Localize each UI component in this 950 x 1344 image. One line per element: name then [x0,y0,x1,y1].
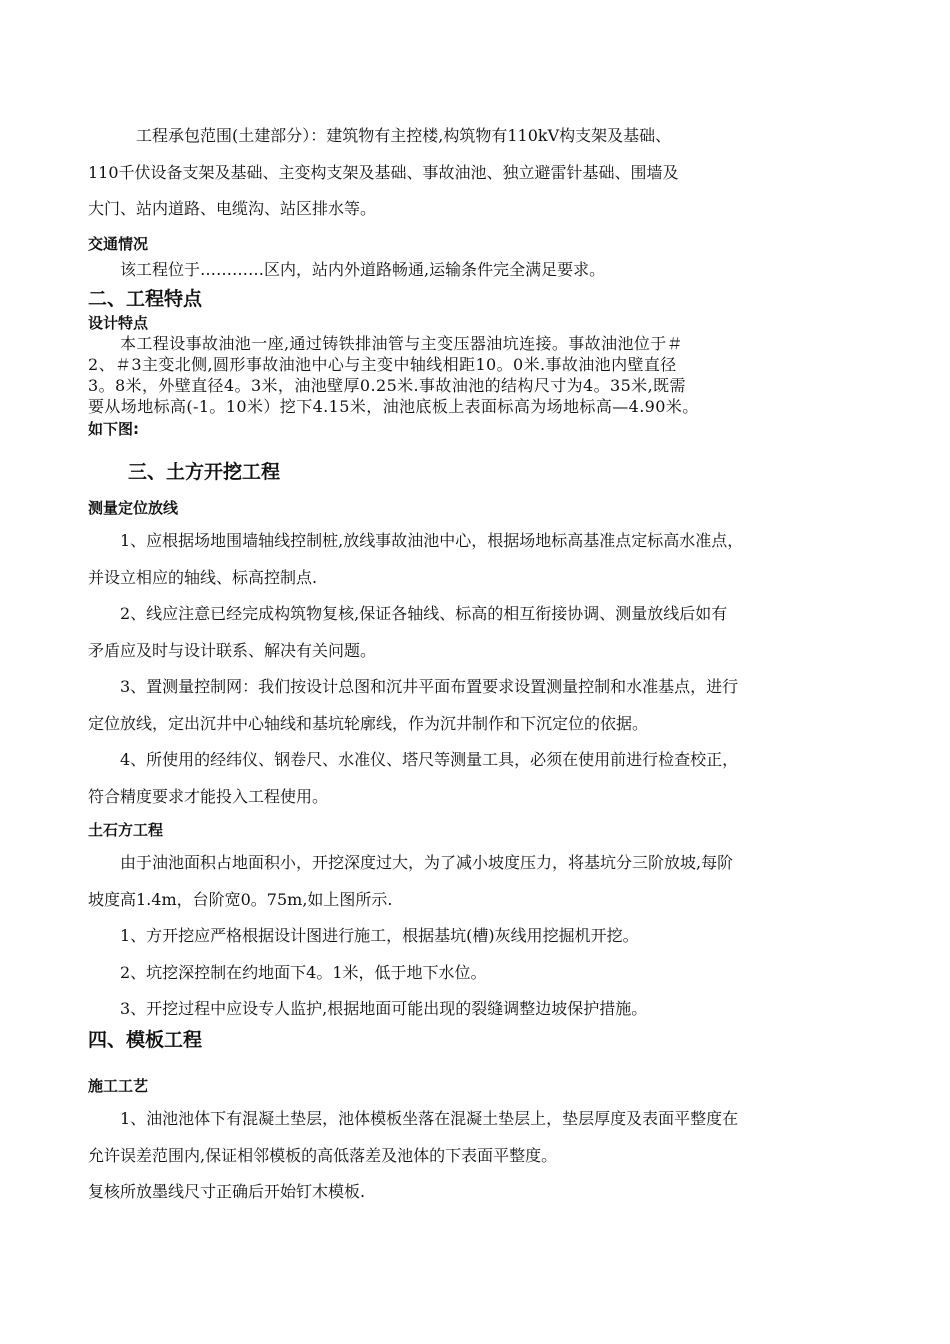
process-paragraphs [88,1101,868,1174]
earthwork-item-3: 3、开挖过程中应设专人监护,根据地面可能出现的裂缝调整边坡保护措施。 [120,999,648,1018]
earthwork-paragraphs [88,845,868,1028]
earthwork-item-1: 1、方开挖应严格根据设计图进行施工，根据基坑(槽)灰线用挖掘机开挖。 [120,926,639,945]
section-2-heading: 二、工程特点 [88,288,203,310]
scope-line-1: 工程承包范围(土建部分）：建筑物有主控楼,构筑物有110kV构支架及基础、 [136,126,672,145]
section-4-heading: 四、模板工程 [88,1029,203,1051]
design-line-2: 2、＃3主变北侧,圆形事故油池中心与主变中轴线相距10。0米.事故油池内壁直径 [88,355,677,374]
traffic-text: 该工程位于…………区内，站内外道路畅通,运输条件完全满足要求。 [120,260,606,279]
earthwork-heading: 土石方工程 [88,821,164,839]
earthwork-intro-line-2: 坡度高1.4m，台阶宽0。75m,如上图所示. [88,889,393,909]
survey-item-3-line-2: 定位放线，定出沉井中心轴线和基坑轮廓线，作为沉井制作和下沉定位的依据。 [88,713,649,733]
process-item-1-line-1: 1、油池池体下有混凝土垫层，池体模板坐落在混凝土垫层上，垫层厚度及表面平整度在 [120,1109,739,1128]
scope-paragraph [88,118,868,228]
survey-item-1-line-1: 1、应根据场地围墙轴线控制桩,放线事故油池中心，根据场地标高基准点定标高水准点， [120,531,744,550]
scope-line-2: 110千伏设备支架及基础、主变构支架及基础、事故油池、独立避雷针基础、围墙及 [88,162,679,182]
design-features-paragraph [88,333,868,417]
survey-item-4-line-1: 4、所使用的经纬仪、钢卷尺、水准仪、塔尺等测量工具，必须在使用前进行检查校正， [120,750,739,769]
process-item-1-line-2: 允许误差范围内,保证相邻模板的高低落差及池体的下表面平整度。 [88,1145,558,1165]
survey-item-4-line-2: 符合精度要求才能投入工程使用。 [88,786,329,806]
process-heading: 施工工艺 [88,1077,149,1095]
section-3-heading: 三、土方开挖工程 [128,461,281,483]
survey-item-3-line-1: 3、置测量控制网：我们按设计总图和沉井平面布置要求设置测量控制和水准基点，进行 [120,677,739,696]
traffic-heading: 交通情况 [88,235,149,253]
survey-item-2-line-1: 2、线应注意已经完成构筑物复核,保证各轴线、标高的相互衔接协调、测量放线后如有 [120,604,728,623]
survey-heading: 测量定位放线 [88,499,179,517]
scope-line-3: 大门、站内道路、电缆沟、站区排水等。 [88,199,377,218]
survey-paragraphs [88,523,868,815]
earthwork-intro-line-1: 由于油池面积占地面积小，开挖深度过大，为了减小坡度压力，将基坑分三阶放坡,每阶 [120,853,734,872]
design-line-3: 3。8米，外壁直径4。3米，油池壁厚0.25米.事故油池的结构尺寸为4。35米,既需 [88,376,686,395]
survey-item-1-line-2: 并设立相应的轴线、标高控制点. [88,567,318,587]
earthwork-item-2: 2、坑挖深控制在约地面下4。1米，低于地下水位。 [120,962,487,982]
figure-note: 如下图: [88,420,139,438]
survey-item-2-line-2: 矛盾应及时与设计联系、解决有关问题。 [88,640,377,660]
design-line-4: 要从场地标高(-1。10米）挖下4.15米，油池底板上表面标高为场地标高—4.90米。 [88,397,699,416]
design-features-heading: 设计特点 [88,314,149,332]
design-line-1: 本工程设事故油池一座,通过铸铁排油管与主变压器油坑连接。事故油池位于＃ [120,334,684,353]
process-note: 复核所放墨线尺寸正确后开始钉木模板. [88,1182,366,1201]
